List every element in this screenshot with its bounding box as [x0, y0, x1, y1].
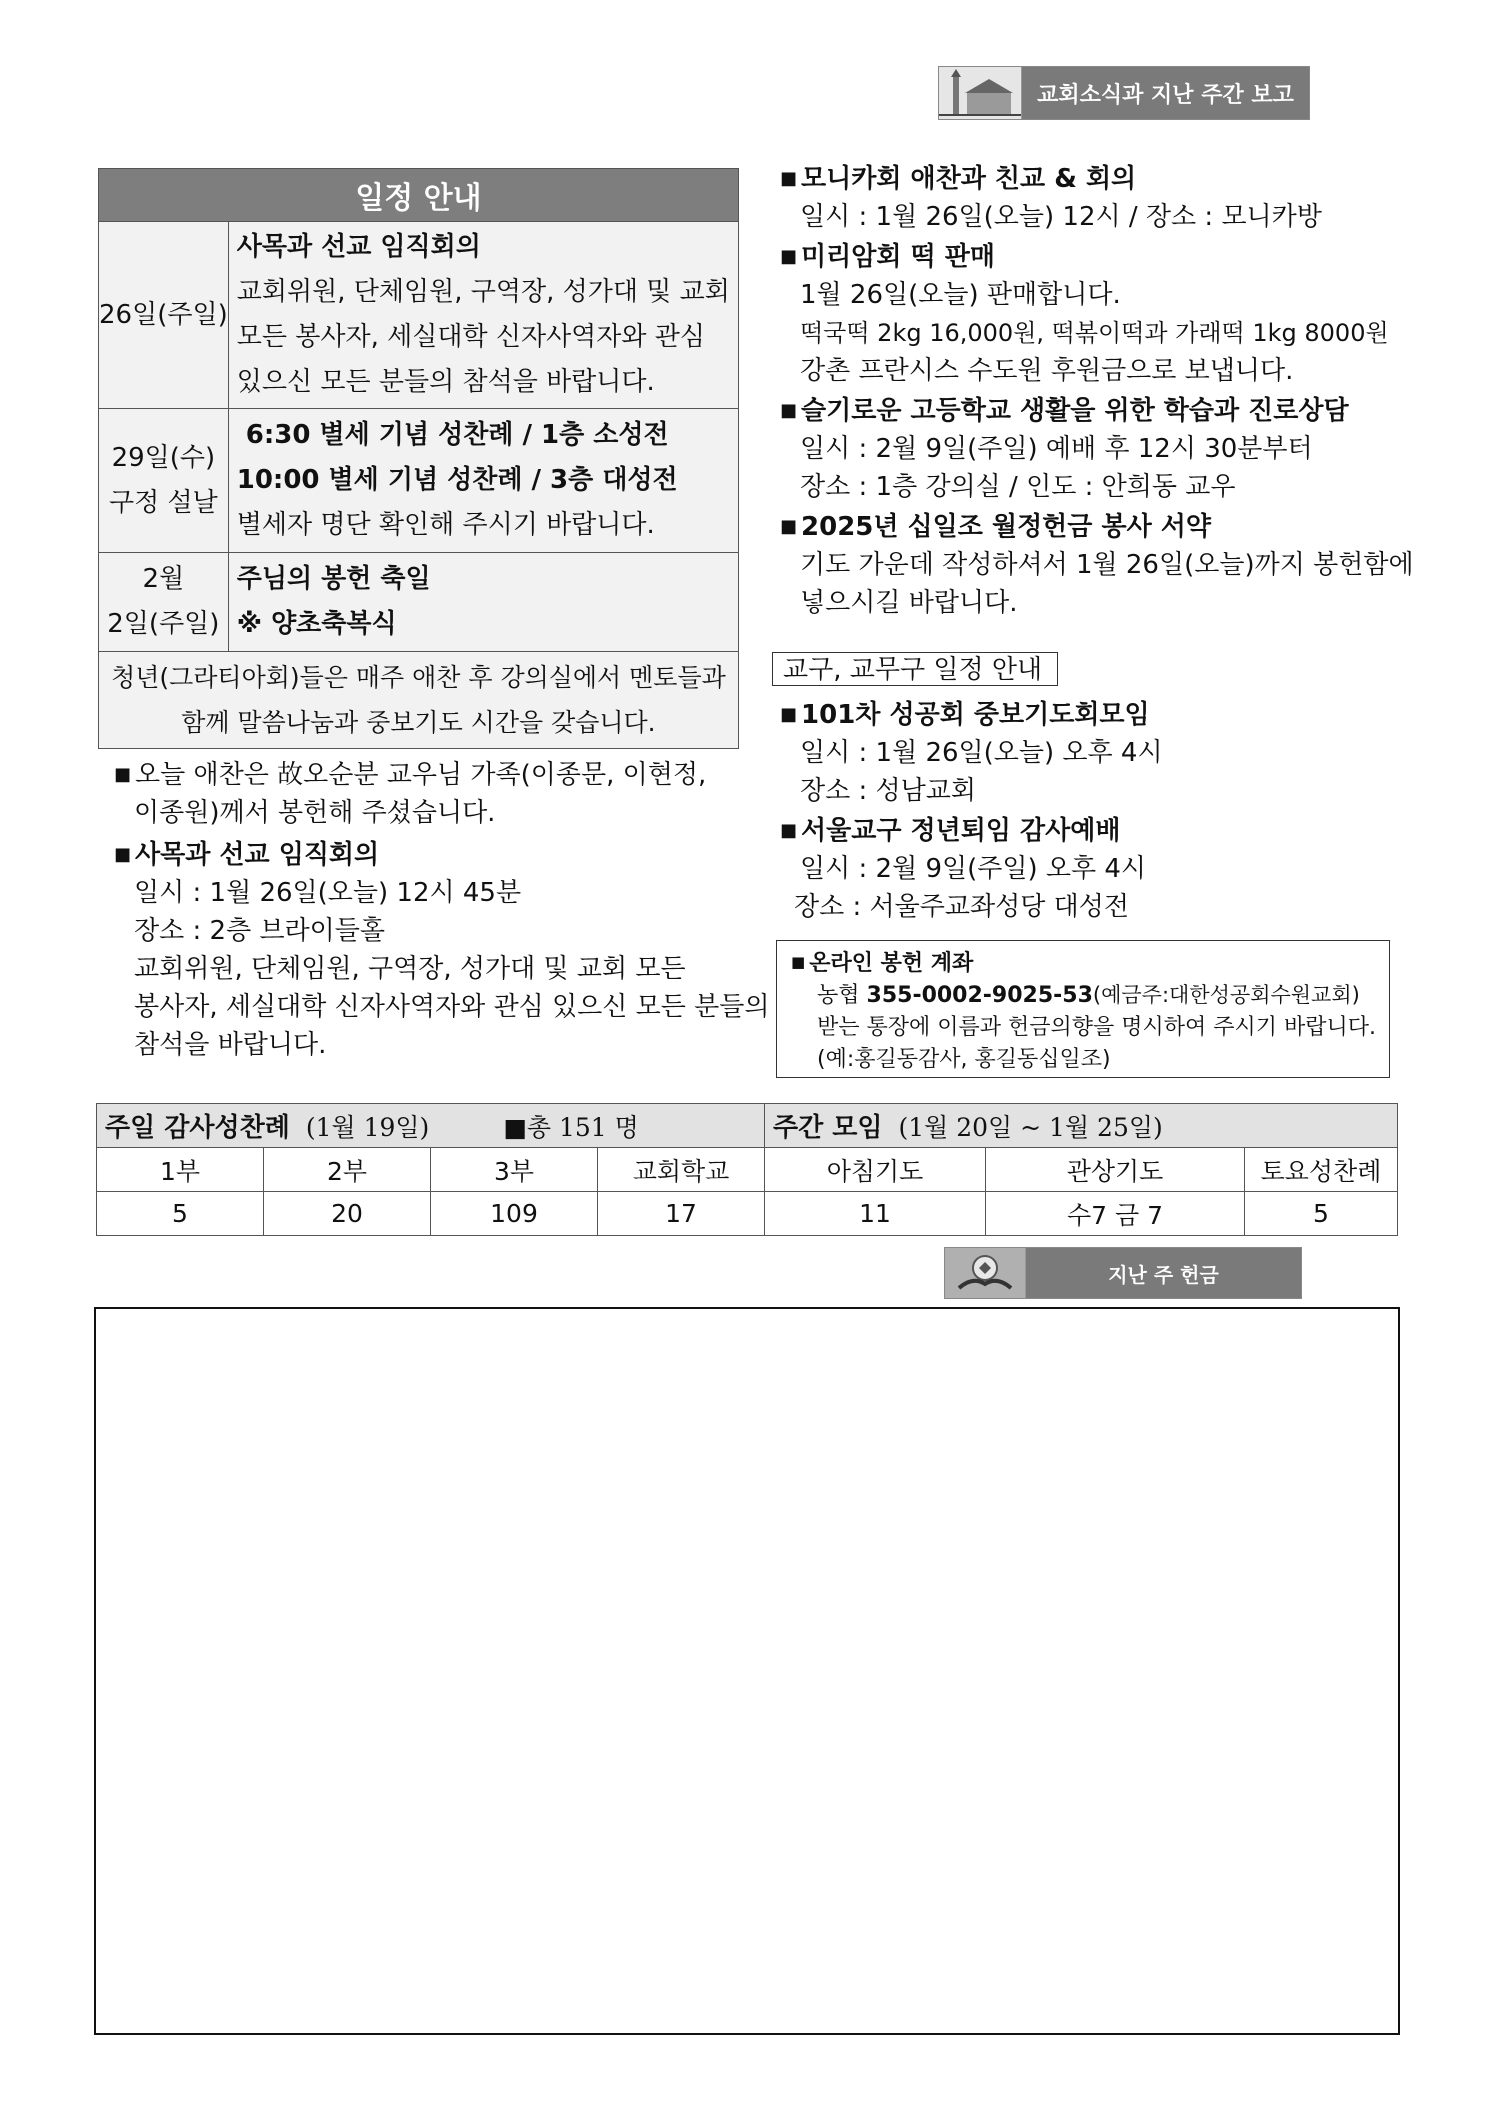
- bullet-icon: ■: [114, 764, 132, 785]
- schedule-detail: [228, 553, 738, 652]
- notice-title: 슬기로운 고등학교 생활을 위한 학습과 진로상담: [801, 396, 1349, 426]
- schedule-row: [99, 553, 739, 652]
- detail-line: 주님의 봉헌 축일: [236, 564, 431, 594]
- notice-title: 미리암회 떡 판매: [801, 242, 995, 272]
- notice-title: 2025년 십일조 월정헌금 봉사 서약: [801, 512, 1211, 542]
- header-banner: [938, 66, 1310, 120]
- detail-line: 10:00 별세 기념 성찬례 / 3층 대성전: [236, 465, 678, 495]
- schedule-note: [99, 652, 739, 749]
- detail-line: 사목과 선교 임직회의: [236, 232, 481, 262]
- column-header: 교회학교: [598, 1148, 765, 1192]
- online-title: 온라인 봉헌 계좌: [809, 951, 974, 976]
- notice-line: 장소 : 성남교회: [800, 776, 976, 806]
- date-line: 29일(수): [111, 442, 216, 473]
- attendance-value: 5: [1245, 1192, 1398, 1236]
- date-line: 2일(주일): [107, 609, 220, 639]
- notice-item: [780, 160, 1380, 236]
- bullet-icon: ■: [780, 820, 798, 841]
- notice-item: [780, 696, 1380, 810]
- notice-line: 일시 : 1월 26일(오늘) 12시 / 장소 : 모니카방: [800, 202, 1322, 232]
- notice-line: 오늘 애찬은 故오순분 교우님 가족(이종문, 이현정,: [135, 760, 707, 790]
- notice-title: 모니카회 애찬과 친교 & 회의: [801, 164, 1137, 194]
- left-notices: [114, 756, 770, 1064]
- schedule-title: 일정 안내: [99, 169, 739, 222]
- notice-line: 장소 : 서울주교좌성당 대성전: [794, 892, 1129, 922]
- weekly-period: (1월 20일 ~ 1월 25일): [898, 1113, 1163, 1142]
- notice-item: [780, 508, 1414, 622]
- schedule-note-row: [99, 652, 739, 749]
- online-title-row: [791, 947, 1375, 979]
- column-header: 2부: [264, 1148, 431, 1192]
- schedule-table-wrap: [98, 168, 734, 749]
- offering-banner: [944, 1247, 1302, 1299]
- online-account-row: [791, 979, 1375, 1012]
- notice-item: [780, 812, 1380, 926]
- schedule-detail: [228, 409, 738, 553]
- online-line: (예:홍길동감사, 홍길동십일조): [817, 1047, 1111, 1072]
- date-line: 2월: [142, 564, 185, 594]
- schedule-date: [99, 222, 229, 409]
- attendance-value: 5: [97, 1192, 264, 1236]
- notice-line: 교회위원, 단체임원, 구역장, 성가대 및 교회 모든: [134, 954, 686, 984]
- schedule-date: [99, 409, 229, 553]
- notice-line: 장소 : 2층 브라이들홀: [134, 916, 386, 946]
- detail-line: 별세자 명단 확인해 주시기 바랍니다.: [236, 510, 655, 540]
- online-offering-box: [776, 940, 1390, 1078]
- attendance-value: 11: [765, 1192, 986, 1236]
- attendance-value: 20: [264, 1192, 431, 1236]
- bullet-icon: ■: [780, 400, 798, 421]
- notice-line: 일시 : 1월 26일(오늘) 12시 45분: [134, 878, 522, 908]
- attendance-table: [96, 1103, 1398, 1236]
- detail-line: 모든 봉사자, 세실대학 신자사역자와 관심: [236, 322, 706, 352]
- notice-title: 101차 성공회 중보기도회모임: [801, 700, 1150, 730]
- header-title: 교회소식과 지난 주간 보고: [1022, 67, 1309, 119]
- diocese-items: [780, 696, 1380, 926]
- detail-line: 6:30 별세 기념 성찬례 / 1층 소성전: [236, 420, 669, 450]
- notice-item: [114, 836, 770, 1064]
- notice-line: 장소 : 1층 강의실 / 인도 : 안희동 교우: [800, 472, 1236, 502]
- detail-line: ※ 양초축복식: [236, 609, 397, 639]
- bullet-icon: ■: [114, 844, 132, 865]
- date-line: 구정 설날: [109, 487, 218, 518]
- schedule-date: [99, 553, 229, 652]
- notice-item: [780, 392, 1380, 506]
- notice-line: 넣으시길 바랍니다.: [800, 588, 1018, 618]
- column-header: 1부: [97, 1148, 264, 1192]
- notice-line: 떡국떡 2kg 16,000원, 떡볶이떡과 가래떡 1kg 8000원: [800, 319, 1389, 347]
- bullet-icon: ■: [780, 704, 798, 725]
- notice-title: 서울교구 정년퇴임 감사예배: [801, 816, 1121, 846]
- account-holder: (예금주:대한성공회수원교회): [1092, 983, 1360, 1007]
- note-line: 함께 말씀나눔과 중보기도 시간을 갖습니다.: [181, 708, 656, 737]
- diocese-label: 교구, 교무구 일정 안내: [772, 652, 1058, 686]
- sunday-header: [97, 1104, 765, 1148]
- schedule-row: [99, 409, 739, 553]
- notice-item: [114, 756, 734, 832]
- notice-line: 1월 26일(오늘) 판매합니다.: [800, 280, 1121, 310]
- notice-line: 일시 : 2월 9일(주일) 오후 4시: [800, 854, 1147, 884]
- notice-line: 봉사자, 세실대학 신자사역자와 관심 있으신 모든 분들의: [134, 992, 770, 1022]
- account-number: 355-0002-9025-53: [866, 983, 1093, 1008]
- bullet-icon: ■: [791, 953, 806, 971]
- column-header: 3부: [431, 1148, 598, 1192]
- schedule-detail: [228, 222, 738, 409]
- sunday-title: 주일 감사성찬례: [105, 1113, 290, 1143]
- church-tower-icon: [939, 67, 1022, 119]
- bullet-icon: ■: [780, 246, 798, 267]
- notice-item: [780, 238, 1389, 390]
- column-header: 관상기도: [986, 1148, 1245, 1192]
- bullet-icon: ■: [780, 168, 798, 189]
- attendance-columns: [97, 1148, 1398, 1192]
- offering-hands-icon: [945, 1248, 1026, 1298]
- notice-line: 강촌 프란시스 수도원 후원금으로 보냅니다.: [800, 356, 1294, 386]
- notice-line: 참석을 바랍니다.: [134, 1030, 327, 1060]
- attendance-value: 109: [431, 1192, 598, 1236]
- note-line: 청년(그라티아회)들은 매주 애찬 후 강의실에서 멘토들과: [111, 663, 726, 692]
- offering-title: 지난 주 헌금: [1026, 1248, 1301, 1298]
- column-header: 토요성찬례: [1245, 1148, 1398, 1192]
- weekly-title: 주간 모임: [773, 1113, 883, 1143]
- notice-title: 사목과 선교 임직회의: [135, 840, 380, 870]
- sunday-period: (1월 19일): [305, 1113, 430, 1142]
- attendance-value: 수7 금 7: [986, 1192, 1245, 1236]
- column-header: 아침기도: [765, 1148, 986, 1192]
- weekly-header: [765, 1104, 1398, 1148]
- bank-name: 농협: [817, 983, 860, 1008]
- attendance-value: 17: [598, 1192, 765, 1236]
- right-notices: [780, 160, 1414, 622]
- detail-line: 교회위원, 단체임원, 구역장, 성가대 및 교회: [236, 277, 730, 307]
- attendance-values: [97, 1192, 1398, 1236]
- detail-line: 있으신 모든 분들의 참석을 바랍니다.: [236, 367, 655, 397]
- notice-line: 일시 : 2월 9일(주일) 예배 후 12시 30분부터: [800, 434, 1313, 464]
- attendance-total: ■총 151 명: [503, 1113, 639, 1142]
- bullet-icon: ■: [780, 516, 798, 537]
- schedule-row: [99, 222, 739, 409]
- notice-line: 이종원)께서 봉헌해 주셨습니다.: [134, 798, 496, 828]
- schedule-table: [98, 168, 739, 749]
- notice-line: 일시 : 1월 26일(오늘) 오후 4시: [800, 738, 1163, 768]
- online-line: 받는 통장에 이름과 헌금의향을 명시하여 주시기 바랍니다.: [817, 1015, 1377, 1040]
- date-line: 26일(주일): [99, 299, 228, 330]
- offering-content-box: [94, 1307, 1400, 2035]
- notice-line: 기도 가운데 작성하셔서 1월 26일(오늘)까지 봉헌함에: [800, 550, 1414, 580]
